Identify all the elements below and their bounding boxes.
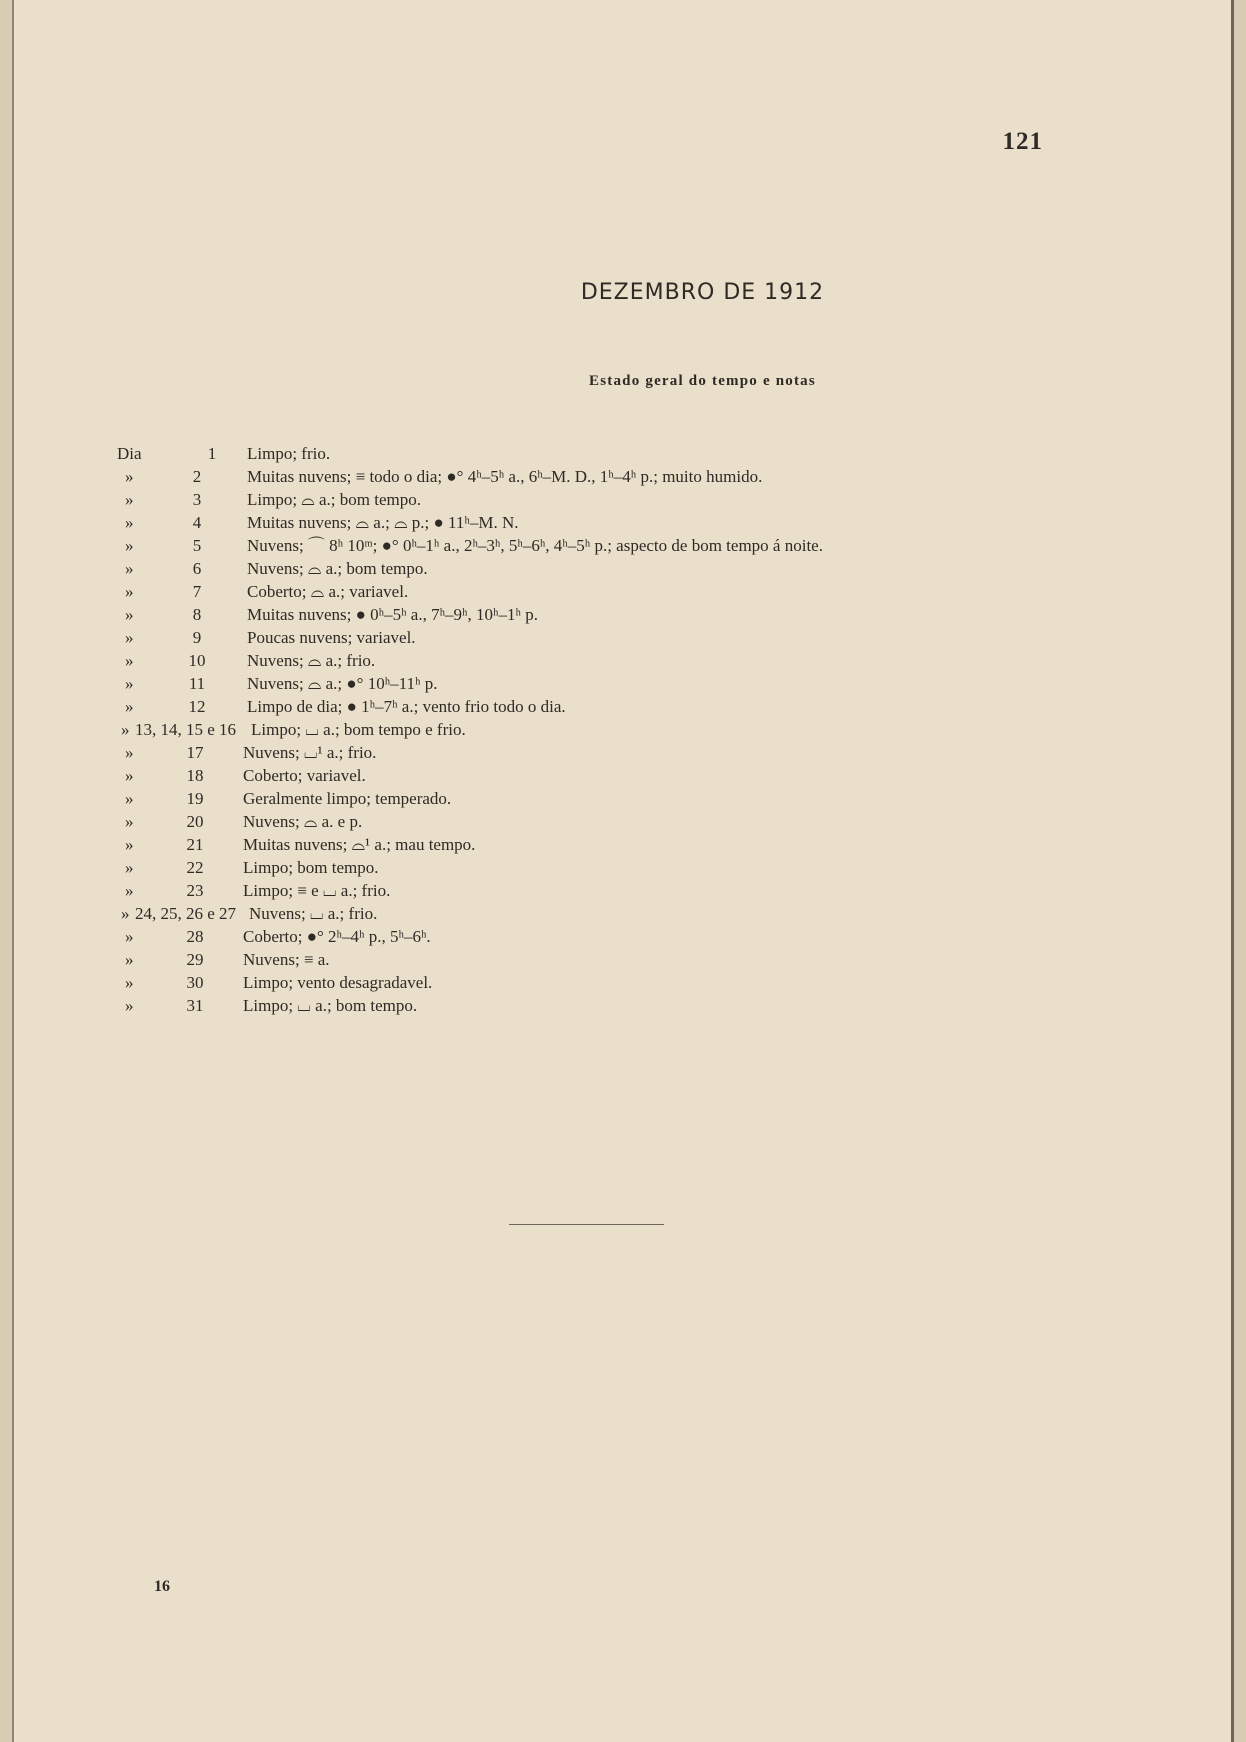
entry-day: 12 bbox=[188, 697, 206, 716]
ditto-mark: » bbox=[125, 789, 134, 808]
list-item bbox=[117, 971, 1017, 994]
ditto-mark: » bbox=[125, 812, 134, 831]
list-item bbox=[117, 695, 1017, 718]
list-item bbox=[117, 856, 1017, 879]
entry-text: Nuvens; ⌓ a.; ●° 10ʰ–11ʰ p. bbox=[247, 674, 438, 693]
entry-text: Limpo; ⌴ a.; bom tempo. bbox=[243, 996, 418, 1015]
list-item bbox=[117, 465, 1017, 488]
ditto-mark: » bbox=[125, 973, 134, 992]
ditto-mark: » bbox=[125, 950, 134, 969]
list-item bbox=[117, 488, 1017, 511]
ditto-mark: » bbox=[125, 467, 134, 486]
list-item bbox=[117, 603, 1017, 626]
entry-text: Geralmente limpo; temperado. bbox=[243, 789, 452, 808]
entry-day: 5 bbox=[192, 536, 202, 555]
list-item bbox=[117, 672, 1017, 695]
entry-day: 17 bbox=[186, 743, 204, 762]
section-subtitle: Estado geral do tempo e notas bbox=[589, 373, 816, 389]
ditto-mark: » bbox=[125, 513, 134, 532]
ditto-mark: » bbox=[125, 605, 134, 624]
entry-day: 3 bbox=[192, 490, 202, 509]
entry-mark: Dia bbox=[117, 444, 142, 463]
entry-text: Nuvens; ⌴ a.; frio. bbox=[249, 904, 378, 923]
ditto-mark: » bbox=[125, 582, 134, 601]
list-item bbox=[117, 718, 1017, 741]
list-item bbox=[117, 879, 1017, 902]
ditto-mark: » bbox=[125, 881, 134, 900]
entry-text: Muitas nuvens; ● 0ʰ–5ʰ a., 7ʰ–9ʰ, 10ʰ–1ʰ p. bbox=[247, 605, 538, 624]
entry-day: 4 bbox=[192, 513, 202, 532]
list-item bbox=[117, 764, 1017, 787]
horizontal-rule bbox=[509, 1224, 664, 1225]
entry-day: 9 bbox=[192, 628, 202, 647]
ditto-mark: » bbox=[125, 927, 134, 946]
entry-day: 31 bbox=[186, 996, 204, 1015]
entry-day: 2 bbox=[192, 467, 202, 486]
entry-text: Limpo; ≡ e ⌴ a.; frio. bbox=[243, 881, 391, 900]
entry-text: Muitas nuvens; ⌓ a.; ⌓ p.; ● 11ʰ–M. N. bbox=[247, 513, 519, 532]
entry-text: Coberto; variavel. bbox=[243, 766, 366, 785]
list-item bbox=[117, 810, 1017, 833]
ditto-mark: » bbox=[121, 904, 130, 923]
entry-day: 19 bbox=[186, 789, 204, 808]
entry-day: 20 bbox=[186, 812, 204, 831]
entry-text: Nuvens; ⌓ a.; frio. bbox=[247, 651, 376, 670]
entry-text: Muitas nuvens; ⌓¹ a.; mau tempo. bbox=[243, 835, 476, 854]
list-item bbox=[117, 626, 1017, 649]
weather-entries-list bbox=[117, 442, 1017, 1017]
list-item bbox=[117, 534, 1017, 557]
entry-text: Limpo de dia; ● 1ʰ–7ʰ a.; vento frio todo o dia. bbox=[247, 697, 566, 716]
entry-text: Nuvens; ⌒ 8ʰ 10ᵐ; ●° 0ʰ–1ʰ a., 2ʰ–3ʰ, 5ʰ–6ʰ, 4ʰ–5ʰ p.; aspecto de bom tempo á noite. bbox=[247, 536, 823, 555]
entry-day: 21 bbox=[186, 835, 204, 854]
entry-text: Nuvens; ≡ a. bbox=[243, 950, 330, 969]
entry-text: Limpo; vento desagradavel. bbox=[243, 973, 433, 992]
entry-day: 13, 14, 15 e 16 bbox=[135, 720, 237, 739]
ditto-mark: » bbox=[125, 835, 134, 854]
entry-day: 28 bbox=[186, 927, 204, 946]
page-number: 121 bbox=[1002, 128, 1043, 155]
signature-number: 16 bbox=[154, 1578, 170, 1595]
entry-text: Limpo; ⌓ a.; bom tempo. bbox=[247, 490, 421, 509]
entry-day: 11 bbox=[188, 674, 206, 693]
ditto-mark: » bbox=[125, 697, 134, 716]
document-page bbox=[12, 0, 1234, 1742]
list-item bbox=[117, 511, 1017, 534]
page-title: DEZEMBRO DE 1912 bbox=[580, 280, 825, 305]
list-item bbox=[117, 649, 1017, 672]
list-item bbox=[117, 902, 1017, 925]
entry-day: 10 bbox=[188, 651, 206, 670]
list-item bbox=[117, 580, 1017, 603]
ditto-mark: » bbox=[125, 651, 134, 670]
list-item bbox=[117, 741, 1017, 764]
ditto-mark: » bbox=[125, 858, 134, 877]
entry-text: Poucas nuvens; variavel. bbox=[247, 628, 416, 647]
ditto-mark: » bbox=[121, 720, 130, 739]
entry-text: Coberto; ⌓ a.; variavel. bbox=[247, 582, 409, 601]
list-item bbox=[117, 787, 1017, 810]
entry-text: Limpo; frio. bbox=[247, 444, 331, 463]
ditto-mark: » bbox=[125, 766, 134, 785]
list-item bbox=[117, 948, 1017, 971]
entry-day: 24, 25, 26 e 27 bbox=[135, 904, 237, 923]
entry-day: 30 bbox=[186, 973, 204, 992]
entry-text: Limpo; ⌴ a.; bom tempo e frio. bbox=[251, 720, 466, 739]
ditto-mark: » bbox=[125, 674, 134, 693]
list-item bbox=[117, 557, 1017, 580]
entry-day: 1 bbox=[207, 444, 217, 463]
entry-day: 7 bbox=[192, 582, 202, 601]
entry-day: 22 bbox=[186, 858, 204, 877]
entry-text: Coberto; ●° 2ʰ–4ʰ p., 5ʰ–6ʰ. bbox=[243, 927, 431, 946]
ditto-mark: » bbox=[125, 996, 134, 1015]
ditto-mark: » bbox=[125, 536, 134, 555]
entry-day: 8 bbox=[192, 605, 202, 624]
list-item bbox=[117, 442, 1017, 465]
ditto-mark: » bbox=[125, 743, 134, 762]
list-item bbox=[117, 994, 1017, 1017]
list-item bbox=[117, 925, 1017, 948]
entry-day: 18 bbox=[186, 766, 204, 785]
ditto-mark: » bbox=[125, 559, 134, 578]
entry-day: 23 bbox=[186, 881, 204, 900]
entry-text: Nuvens; ⌴¹ a.; frio. bbox=[243, 743, 377, 762]
entry-day: 29 bbox=[186, 950, 204, 969]
ditto-mark: » bbox=[125, 628, 134, 647]
ditto-mark: » bbox=[125, 490, 134, 509]
entry-text: Limpo; bom tempo. bbox=[243, 858, 379, 877]
entry-text: Nuvens; ⌓ a. e p. bbox=[243, 812, 363, 831]
entry-day: 6 bbox=[192, 559, 202, 578]
list-item bbox=[117, 833, 1017, 856]
entry-text: Muitas nuvens; ≡ todo o dia; ●° 4ʰ–5ʰ a., 6ʰ–M. D., 1ʰ–4ʰ p.; muito humido. bbox=[247, 467, 763, 486]
entry-text: Nuvens; ⌓ a.; bom tempo. bbox=[247, 559, 428, 578]
